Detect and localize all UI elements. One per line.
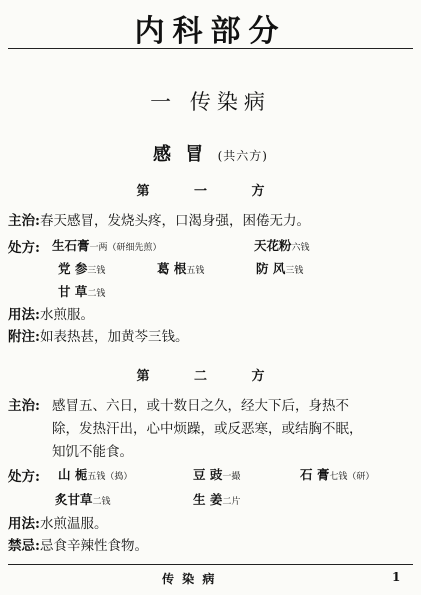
disease-heading bbox=[0, 140, 421, 166]
page-title: 内科部分 bbox=[134, 14, 287, 49]
herb-item: 甘 草二钱 bbox=[58, 284, 106, 299]
herb-item: 山 栀五钱（捣） bbox=[58, 467, 133, 482]
herb-item: 党 参三钱 bbox=[58, 261, 106, 276]
prescription-2-indication-label: 主治: bbox=[8, 398, 40, 414]
herb-item: 葛 根五钱 bbox=[157, 261, 205, 276]
disease-name: 感 冒 bbox=[153, 144, 208, 165]
indication-label: 主治: bbox=[8, 213, 40, 229]
usage-label: 用法: bbox=[8, 516, 40, 532]
herb-item: 防 风三钱 bbox=[256, 261, 304, 276]
footer-rule bbox=[8, 564, 413, 565]
prescription-1-formula-label: 处方: bbox=[8, 240, 40, 256]
indication-line: 知饥不能食。 bbox=[52, 444, 133, 460]
taboo-label: 禁忌: bbox=[8, 538, 40, 554]
indication-text: 春天感冒，发烧头疼，口渴身强，困倦无力。 bbox=[39, 213, 310, 229]
prescription-1-heading: 第 一 方 bbox=[136, 184, 285, 199]
herb-item: 炙甘草二钱 bbox=[55, 492, 111, 507]
section-heading: 一 传染病 bbox=[150, 90, 271, 114]
usage-label: 用法: bbox=[8, 307, 40, 323]
prescription-1-indication bbox=[8, 209, 310, 229]
prescription-2-heading: 第 二 方 bbox=[136, 369, 285, 384]
prescription-2-taboo: 禁忌:忌食辛辣性食物。 bbox=[8, 538, 148, 554]
prescription-2-formula-label: 处方: bbox=[8, 469, 40, 485]
note-label: 附注: bbox=[8, 329, 40, 345]
disease-count: (共六方) bbox=[217, 149, 268, 163]
herb-item: 生石膏一两（研细先煎） bbox=[52, 238, 162, 253]
indication-line: 除，发热汗出，心中烦躁，或反恶寒，或结胸不眠， bbox=[52, 421, 363, 437]
herb-item: 天花粉六钱 bbox=[254, 238, 310, 253]
prescription-2-usage: 用法:水煎温服。 bbox=[8, 516, 108, 532]
indication-line: 感冒五、六日，或十数日之久，经大下后，身热不 bbox=[52, 398, 349, 414]
prescription-1-note: 附注:如表热甚，加黄芩三钱。 bbox=[8, 329, 189, 345]
prescription-1-usage: 用法:水煎服。 bbox=[8, 307, 94, 323]
page-number: 1 bbox=[392, 570, 401, 584]
title-rule bbox=[8, 48, 413, 49]
herb-item: 豆 豉一撮 bbox=[193, 467, 241, 482]
footer-title: 传 染 病 bbox=[162, 572, 217, 586]
herb-item: 生 姜二片 bbox=[193, 492, 241, 507]
herb-item: 石 膏七钱（研） bbox=[300, 467, 375, 482]
